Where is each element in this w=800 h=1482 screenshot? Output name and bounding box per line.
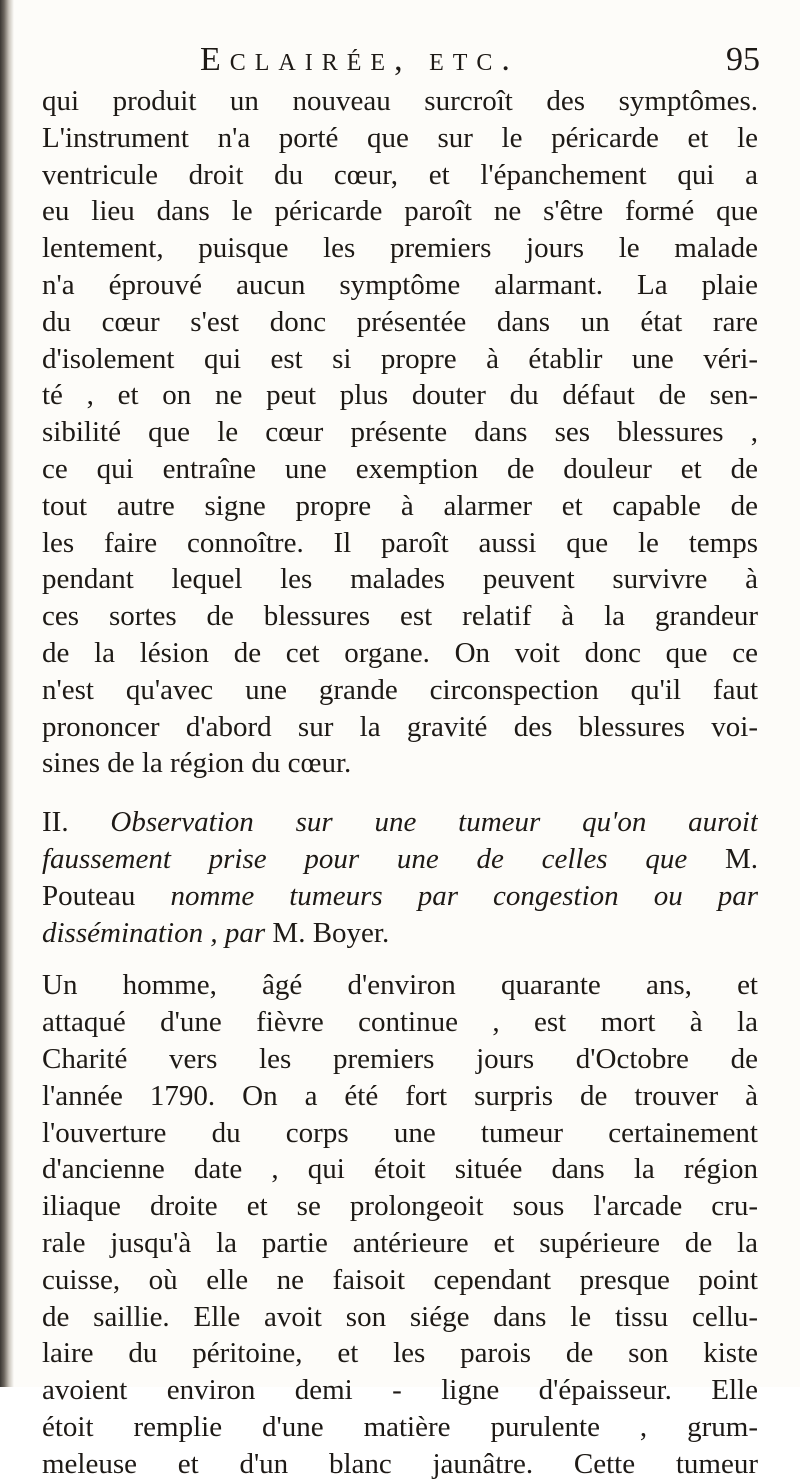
page-gutter-shadow (0, 0, 14, 1387)
text-line: n'a éprouvé aucun symptôme alarmant. La plaie (42, 268, 758, 301)
text-line: rale jusqu'à la partie antérieure et supérieure de la (42, 1226, 758, 1259)
text-line: meleuse et d'un blanc jaunâtre. Cette tumeur (42, 1447, 758, 1480)
page-text (42, 83, 758, 1482)
text-line: Un homme, âgé d'environ quarante ans, et (42, 969, 758, 1002)
section-title-text: M. (724, 842, 758, 875)
section-title-line (42, 841, 758, 878)
text-line: étoit remplie d'une matière purulente , grum- (42, 1410, 758, 1443)
section-title-line (42, 915, 758, 952)
text-line: ce qui entraîne une exemption de douleur et de (42, 452, 758, 485)
section-title-line (42, 878, 758, 915)
text-line: de la lésion de cet organe. On voit donc que ce (42, 636, 758, 669)
text-line: d'isolement qui est si propre à établir une véri- (42, 342, 758, 375)
text-line: sibilité que le cœur présente dans ses blessures , (42, 416, 758, 449)
text-line: pendant lequel les malades peuvent survivre à (42, 563, 758, 596)
section-numeral: II. (42, 806, 69, 839)
text-line: laire du péritoine, et les parois de son kiste (42, 1337, 758, 1370)
text-line: sines de la région du cœur. (42, 747, 352, 780)
section-title-text: Observation sur une tumeur qu'on auroit (110, 806, 758, 839)
text-line: avoient environ demi - ligne d'épaisseur. Elle (42, 1374, 758, 1407)
section-title-line (42, 804, 758, 841)
text-line: qui produit un nouveau surcroît des symptômes. (42, 85, 758, 117)
text-line: les faire connoître. Il paroît aussi que le temps (42, 526, 758, 559)
text-line: d'ancienne date , qui étoit située dans la région (42, 1153, 758, 1186)
text-line: iliaque droite et se prolongeoit sous l'arcade cru- (42, 1190, 758, 1223)
section-title (42, 804, 758, 951)
text-line: tout autre signe propre à alarmer et capable de (42, 489, 758, 522)
section-title-text: nomme tumeurs par congestion ou par (170, 879, 758, 912)
text-line: ventricule droit du cœur, et l'épanchement qui a (42, 158, 758, 191)
text-line: cuisse, où elle ne faisoit cependant presque point (42, 1263, 758, 1296)
paragraph-1 (42, 83, 758, 782)
text-line: L'instrument n'a porté que sur le péricarde et le (42, 121, 758, 154)
text-line: du cœur s'est donc présentée dans un état rare (42, 305, 758, 338)
text-line: Charité vers les premiers jours d'Octobre de (42, 1042, 758, 1075)
text-line: de saillie. Elle avoit son siége dans le tissu cellu- (42, 1300, 758, 1333)
text-line: l'année 1790. On a été fort surpris de trouver à (42, 1079, 758, 1112)
author-name: M. Boyer. (272, 916, 390, 949)
text-line: attaqué d'une fièvre continue , est mort à la (42, 1006, 758, 1039)
text-line: eu lieu dans le péricarde paroît ne s'être formé que (42, 195, 758, 228)
section-title-text: dissémination , par (42, 916, 266, 949)
running-head: Eclairée, etc. (200, 41, 519, 78)
section-title-text: Pouteau (42, 879, 136, 912)
text-line: ces sortes de blessures est relatif à la grandeur (42, 600, 758, 633)
text-line: té , et on ne peut plus douter du défaut de sen- (42, 379, 758, 412)
text-line: l'ouverture du corps une tumeur certainement (42, 1116, 758, 1149)
text-line: prononcer d'abord sur la gravité des blessures voi- (42, 710, 758, 743)
page-header (200, 38, 760, 82)
paragraph-2 (42, 967, 758, 1482)
text-line: n'est qu'avec une grande circonspection qu'il faut (42, 673, 758, 706)
section-title-text: faussement prise pour une de celles que (42, 842, 688, 875)
text-line: lentement, puisque les premiers jours le malade (42, 232, 758, 265)
page-number: 95 (726, 41, 760, 78)
